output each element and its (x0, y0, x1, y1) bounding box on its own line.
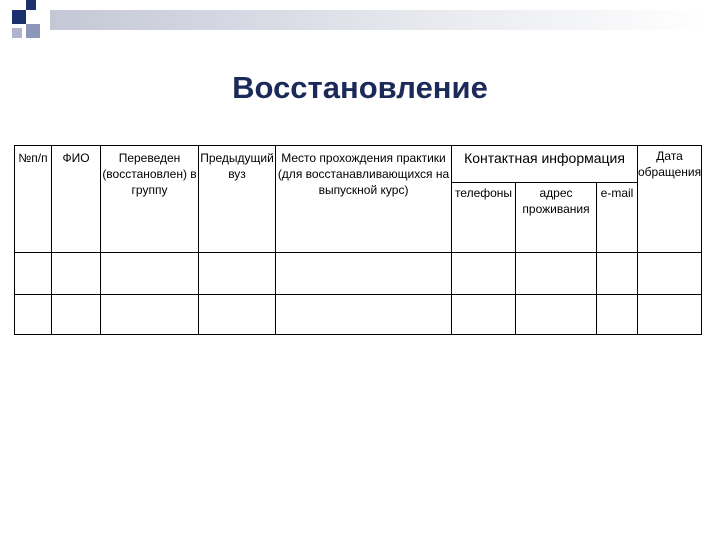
table-cell[interactable] (638, 295, 702, 335)
table-cell[interactable] (101, 253, 199, 295)
table-cell[interactable] (52, 295, 101, 335)
corner-square-dark-2 (26, 0, 36, 10)
table-cell[interactable] (597, 253, 638, 295)
table-cell[interactable] (276, 253, 452, 295)
corner-square-mid-1 (26, 24, 40, 38)
top-decorative-band (50, 10, 710, 30)
header-fio: ФИО (52, 146, 101, 253)
table-cell[interactable] (597, 295, 638, 335)
table-cell[interactable] (101, 295, 199, 335)
table-row (15, 253, 702, 295)
table-cell[interactable] (452, 253, 516, 295)
corner-square-dark-1 (12, 10, 26, 24)
table-cell[interactable] (52, 253, 101, 295)
header-practice: Место прохождения практики (для восстанавливающихся на выпускной курс) (276, 146, 452, 253)
table-header-row (15, 146, 702, 183)
header-contact: Контактная информация (452, 146, 638, 183)
header-address: адрес проживания (516, 183, 597, 253)
header-phones: телефоны (452, 183, 516, 253)
header-date: Дата обращения (638, 146, 702, 253)
table-cell[interactable] (516, 295, 597, 335)
header-email: e-mail (597, 183, 638, 253)
table-cell[interactable] (638, 253, 702, 295)
corner-square-mid-2 (12, 28, 22, 38)
table-cell[interactable] (199, 253, 276, 295)
table-cell[interactable] (15, 253, 52, 295)
table-cell[interactable] (199, 295, 276, 335)
table-cell[interactable] (516, 253, 597, 295)
header-prev-university: Предыдущий вуз (199, 146, 276, 253)
table-cell[interactable] (15, 295, 52, 335)
page-title: Восстановление (232, 70, 488, 105)
table-row (15, 295, 702, 335)
table-cell[interactable] (276, 295, 452, 335)
header-transferred: Переведен (восстановлен) в группу (101, 146, 199, 253)
header-num: №п/п (15, 146, 52, 253)
recovery-table (14, 145, 702, 335)
table-cell[interactable] (452, 295, 516, 335)
